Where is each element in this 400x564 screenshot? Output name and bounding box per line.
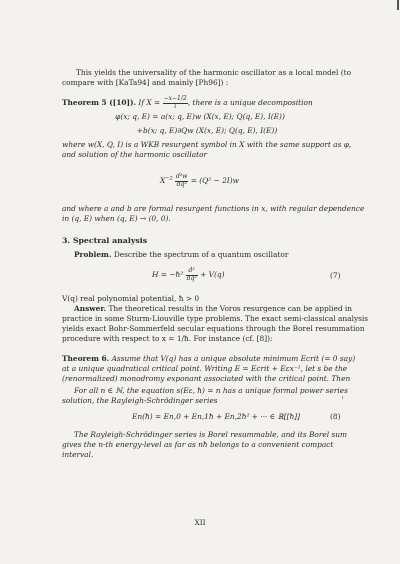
answer-line-2: practice in some Sturm-Liouville type problems. The exact semi-classical analysis: [62, 314, 369, 323]
ode-frac-den: dq²: [176, 180, 187, 188]
ode-lhs: X: [160, 176, 166, 185]
ode-sup: −2: [165, 175, 173, 182]
intro-line-1: This yields the universality of the harmonic oscillator as a local model (to: [76, 68, 352, 77]
theorem5-label: Theorem 5 ([10]).: [62, 98, 137, 107]
theorem5-frac-den: i: [174, 102, 177, 110]
theorem5-lead-b: , there is a unique decomposition: [187, 98, 313, 107]
theorem5-line-4: and solution of the harmonic oscillator: [62, 150, 208, 159]
theorem6-line-1: [62, 354, 355, 363]
hamiltonian-lhs: H = −ħ²: [152, 270, 184, 279]
problem-line: [74, 250, 288, 259]
problem-text: Describe the spectrum of a quantum oscillator: [113, 250, 289, 259]
theorem5-line-5: and where a and b are formal resurgent functions in x, with regular dependence: [62, 204, 365, 213]
equation-number-7: (7): [330, 271, 341, 280]
theorem6-line-5: solution, the Rayleigh-Schrödinger series: [62, 396, 218, 405]
theorem5-heading: [62, 96, 313, 110]
theorem6-line-6: The Rayleigh-Schrödinger series is Borel resummable, and its Borel sum: [74, 430, 348, 439]
theorem5-lead-a: If X =: [138, 98, 161, 107]
theorem6-text-1: Assume that V(q) has a unique absolute minimum Ecrit (= 0 say): [111, 354, 356, 363]
section-heading: 3. Spectral analysis: [62, 236, 148, 245]
theorem5-fraction: [163, 96, 188, 110]
answer-line-4: procedure with respect to x = 1/ħ. For instance (cf. [8]):: [62, 334, 273, 343]
theorem6-line-3: (renormalized) monodromy exponant associated with the critical point. Then: [62, 374, 351, 383]
theorem6-line-8: interval.: [62, 450, 94, 459]
answer-text-1: The theoretical results in the Voros resurgence can be applied in: [108, 304, 353, 313]
scan-speck: [342, 396, 343, 399]
answer-line-1: [74, 304, 352, 313]
ode-fraction: [175, 174, 188, 188]
theorem6-line-2: at a unique quadratical critical point. Writing E = Ecrit + Eεx⁻¹, let s be the: [62, 364, 348, 373]
theorem5-frac-num: −x−1/2: [163, 95, 187, 102]
theorem5-line-6: in (q, E) when (q, E) → (0, 0).: [62, 214, 171, 223]
theorem6-equation: En(ħ) = En,0 + En,1ħ + En,2ħ² + ··· ∈ ℝ[[ħ]]: [132, 412, 300, 421]
answer-line-3: yields exact Bohr-Sommerfeld secular equations through the Borel resummation: [62, 324, 365, 333]
theorem5-equation-2: +b(x; q, E)∂Qw (X(x, E); Q(q, E), I(E)): [136, 126, 278, 135]
hamiltonian-frac-den: dq²: [186, 274, 197, 282]
theorem5-equation-1: φ(x; q, E) = a(x; q, E)w (X(x, E); Q(q, E), I(E)): [115, 112, 285, 121]
hamiltonian-fraction: [186, 268, 198, 282]
hamiltonian-frac-num: d²: [186, 268, 198, 276]
equation-number-8: (8): [330, 412, 341, 421]
page-number: XII: [194, 518, 206, 527]
scan-edge-mark: [397, 0, 399, 10]
theorem6-label: Theorem 6.: [62, 354, 110, 363]
theorem6-line-4: For all n ∈ ℕ, the equation s(Eε, ħ) = n has a unique formal power series: [74, 386, 348, 395]
theorem6-line-7: gives the n-th energy-level as far as nħ belongs to a convenient compact: [62, 440, 334, 449]
ode-frac-num: d²w: [176, 173, 188, 180]
theorem5-line-3: where w(X, Q, I) is a WKB resurgent symbol in X with the same support as φ,: [62, 140, 352, 149]
problem-label: Problem.: [74, 250, 112, 259]
potential-line: V(q) real polynomial potential, ħ > 0: [62, 294, 200, 303]
hamiltonian-rhs: + V(q): [200, 270, 225, 279]
intro-line-2: compare with [KaTa94] and mainly [Ph96]) :: [62, 78, 229, 87]
theorem5-ode: [160, 174, 239, 188]
ode-rhs: = (Q² − 2I)w: [190, 176, 239, 185]
hamiltonian-equation: [152, 268, 224, 282]
answer-label: Answer.: [74, 304, 107, 313]
